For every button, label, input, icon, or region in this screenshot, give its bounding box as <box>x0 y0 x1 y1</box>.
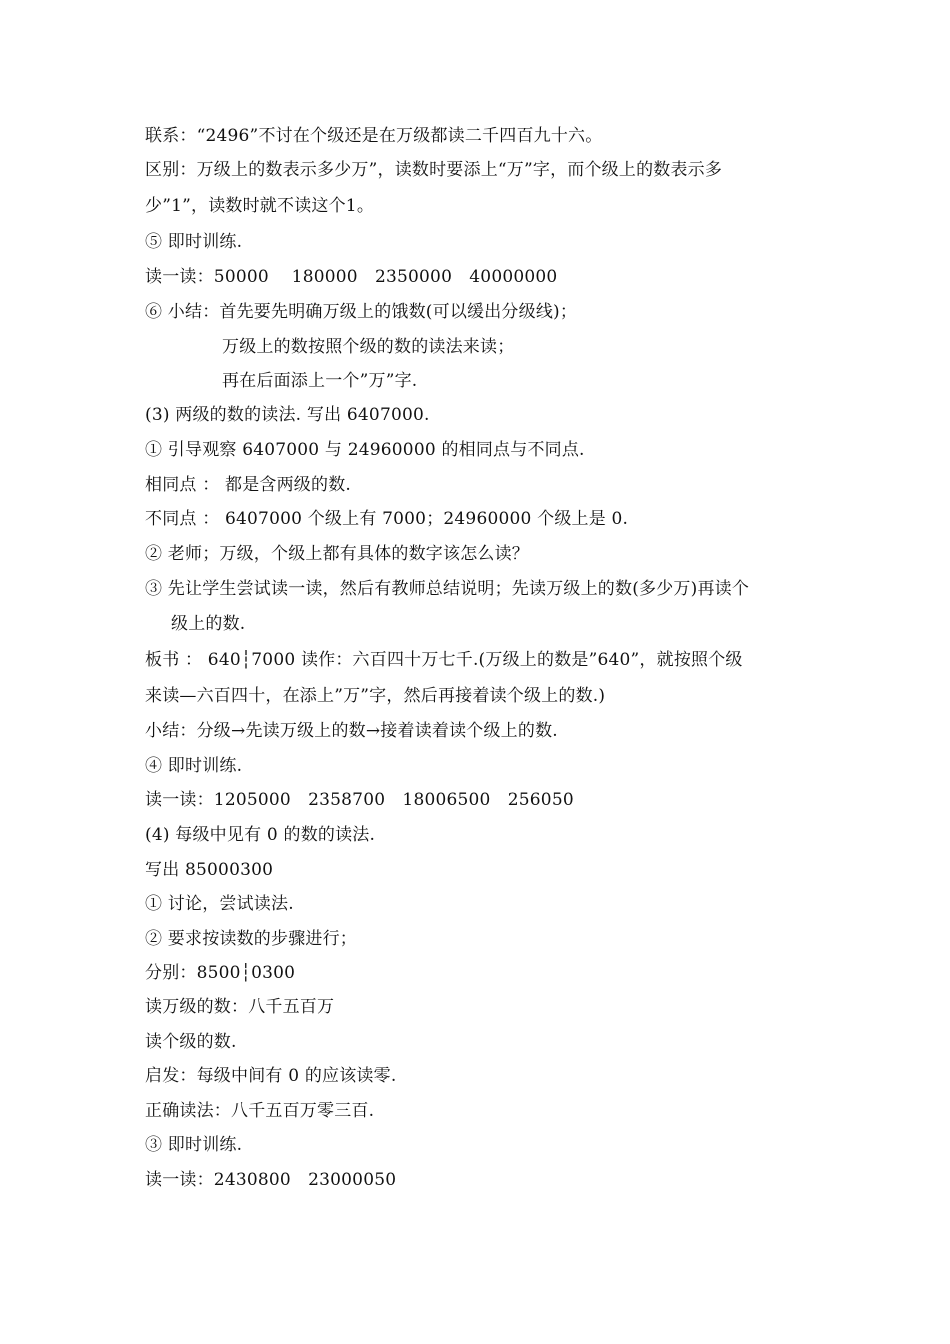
text-line-split: 分别：8500┆0300 <box>145 963 296 983</box>
text-line-discuss: ① 讨论，尝试读法. <box>145 894 294 914</box>
text-line-practice-heading-3: ③ 即时训练. <box>145 1135 243 1155</box>
text-line-read-exercise-3: 读一读：2430800 23000050 <box>145 1170 397 1190</box>
text-line-student-try: ③ 先让学生尝试读一读，然后有教师总结说明；先读万级上的数(多少万)再读个 <box>145 579 750 599</box>
text-line-board: 板书 ： 640┆7000 读作：六百四十万七千.(万级上的数是”640”，就按照个级 <box>145 650 743 670</box>
text-line-similarity: 相同点 ： 都是含两级的数. <box>145 475 352 495</box>
text-line-hint: 启发：每级中间有 0 的应该读零. <box>145 1066 397 1086</box>
text-line-read-exercise-2: 读一读：1205000 2358700 18006500 256050 <box>145 790 574 810</box>
text-line-summary: ⑥ 小结：首先要先明确万级上的饿数(可以缓出分级线)； <box>145 302 578 322</box>
text-line-practice-heading: ⑤ 即时训练. <box>145 232 243 252</box>
text-line-steps-required: ② 要求按读数的步骤进行； <box>145 929 358 949</box>
text-line-section-3: (3) 两级的数的读法. 写出 6407000. <box>145 405 430 425</box>
text-line-teacher-question: ② 老师；万级，个级上都有具体的数字该怎么读？ <box>145 544 530 564</box>
text-line-difference-point: 不同点 ： 6407000 个级上有 7000；24960000 个级上是 0. <box>145 509 629 529</box>
text-line-summary-steps: 小结：分级→先读万级上的数→接着读着读个级上的数. <box>145 721 558 741</box>
text-line-difference-cont: 少”1”，读数时就不读这个1。 <box>145 196 375 216</box>
text-line-write-number: 写出 85000300 <box>145 860 274 880</box>
text-line-student-try-cont: 级上的数. <box>171 614 246 634</box>
text-line-difference: 区别：万级上的数表示多少万”，读数时要添上“万”字，而个级上的数表示多 <box>145 160 723 180</box>
text-line-correct-reading: 正确读法：八千五百万零三百. <box>145 1101 375 1121</box>
text-line-summary-step2: 万级上的数按照个级的数的读法来读； <box>222 337 515 357</box>
text-line-summary-step3: 再在后面添上一个”万”字. <box>222 371 418 391</box>
text-line-board-cont: 来读—六百四十，在添上”万”字，然后再接着读个级上的数.) <box>145 686 606 706</box>
text-line-read-exercise: 读一读：50000 180000 2350000 40000000 <box>145 267 558 287</box>
text-line-section-4: (4) 每级中见有 0 的数的读法. <box>145 825 376 845</box>
text-line-read-wan: 读万级的数：八千五百万 <box>145 997 335 1017</box>
text-line-practice-heading-2: ④ 即时训练. <box>145 756 243 776</box>
text-line-connection: 联系：“2496”不讨在个级还是在万级都读二千四百九十六。 <box>145 126 603 146</box>
text-line-observe: ① 引导观察 6407000 与 24960000 的相同点与不同点. <box>145 440 585 460</box>
text-line-read-ge: 读个级的数. <box>145 1032 237 1052</box>
